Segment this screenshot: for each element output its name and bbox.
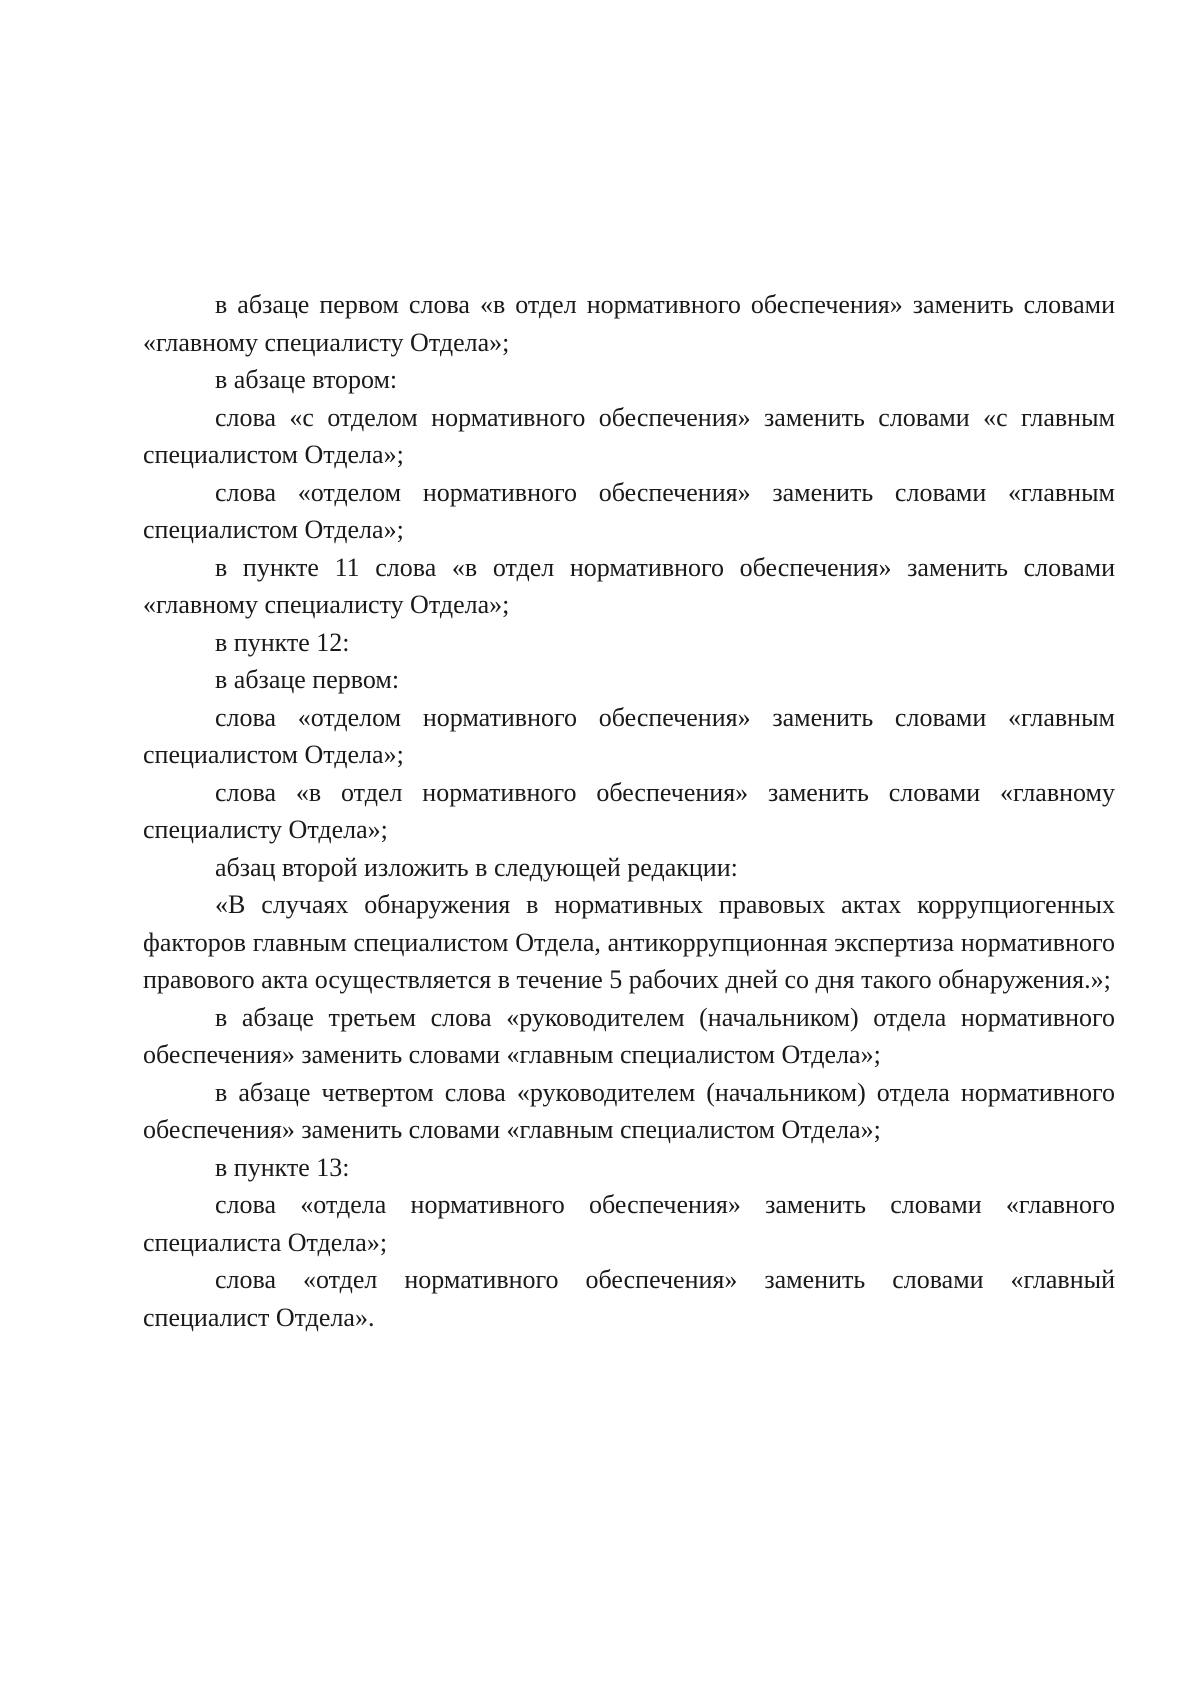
paragraph: слова «отдела нормативного обеспечения» заменить словами «главного специалиста Отдела»; xyxy=(143,1190,1115,1257)
paragraph: в пункте 12: xyxy=(215,627,350,657)
paragraph: слова «в отдел нормативного обеспечения» заменить словами «главному специалисту Отдела»; xyxy=(143,777,1115,844)
paragraph: в пункте 11 слова «в отдел нормативного обеспечения» заменить словами «главному специалисту Отдела»; xyxy=(143,552,1115,619)
paragraph: в абзаце третьем слова «руководителем (начальником) отдела нормативного обеспечения» заменить словами «главным специалистом Отдела»; xyxy=(143,1002,1115,1069)
paragraph: абзац второй изложить в следующей редакции: xyxy=(215,852,738,882)
paragraph: слова «с отделом нормативного обеспечения» заменить словами «с главным специалистом Отдела»; xyxy=(143,402,1115,469)
paragraph: слова «отделом нормативного обеспечения» заменить словами «главным специалистом Отдела»; xyxy=(143,702,1115,769)
document-body xyxy=(143,286,1115,1336)
paragraph: «В случаях обнаружения в нормативных правовых актах коррупциогенных факторов главным специалистом Отдела, антикоррупционная экспертиза нормативного правового акта осуществляется в течение 5 рабочих дней со дня такого обнаружения.»; xyxy=(143,890,1115,994)
paragraph: в абзаце четвертом слова «руководителем (начальником) отдела нормативного обеспечения» заменить словами «главным специалистом Отдела»; xyxy=(143,1077,1115,1144)
paragraph: слова «отделом нормативного обеспечения» заменить словами «главным специалистом Отдела»; xyxy=(143,477,1115,544)
paragraph: в абзаце первом: xyxy=(215,665,400,694)
paragraph: в пункте 13: xyxy=(215,1152,350,1182)
paragraph: слова «отдел нормативного обеспечения» заменить словами «главный специалист Отдела». xyxy=(143,1265,1115,1332)
paragraph: в абзаце первом слова «в отдел нормативного обеспечения» заменить словами «главному специалисту Отдела»; xyxy=(143,290,1115,357)
paragraph: в абзаце втором: xyxy=(215,365,398,394)
